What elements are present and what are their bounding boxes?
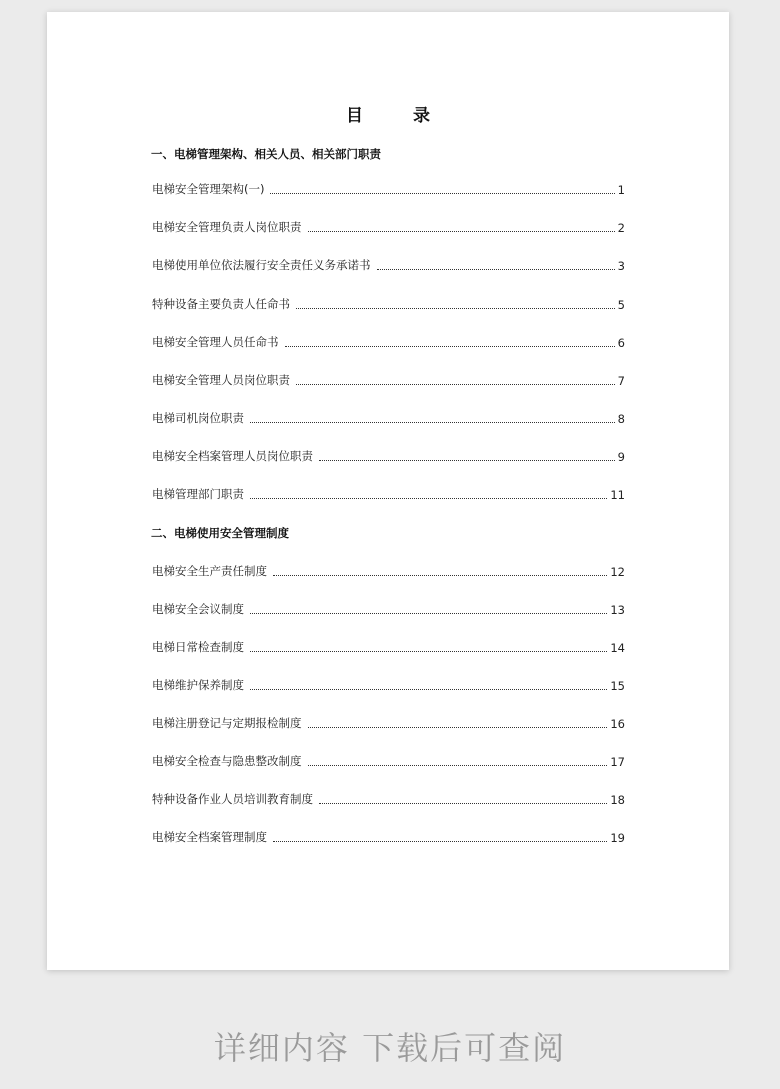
toc-entry[interactable] (152, 219, 625, 235)
toc-entry[interactable] (152, 181, 625, 197)
toc-entry-page: 8 (617, 412, 625, 426)
toc-entry-label: 电梯日常检查制度 (152, 640, 244, 654)
section-heading-1: 一、电梯管理架构、相关人员、相关部门职责 (151, 147, 381, 161)
toc-entry-page: 2 (617, 221, 625, 235)
toc-entry[interactable] (152, 372, 625, 388)
dot-leader (308, 230, 615, 232)
toc-entry-page: 11 (610, 488, 625, 502)
toc-entry-page: 14 (610, 641, 625, 655)
toc-entry-page: 9 (617, 450, 625, 464)
toc-entry[interactable] (152, 410, 625, 426)
dot-leader (250, 421, 615, 423)
dot-leader (270, 192, 614, 194)
toc-entry-label: 电梯安全管理负责人岗位职责 (152, 220, 302, 234)
toc-entry[interactable] (152, 563, 625, 579)
dot-leader (308, 726, 608, 728)
toc-entry[interactable] (152, 753, 625, 769)
toc-entry-page: 15 (610, 679, 625, 693)
toc-entry-label: 电梯安全档案管理人员岗位职责 (152, 449, 313, 463)
toc-entry[interactable] (152, 601, 625, 617)
toc-entry[interactable] (152, 448, 625, 464)
toc-entry-page: 3 (617, 259, 625, 273)
toc-entry[interactable] (152, 639, 625, 655)
toc-entry-page: 19 (610, 831, 625, 845)
toc-entry[interactable] (152, 829, 625, 845)
toc-entry[interactable] (152, 677, 625, 693)
toc-entry-label: 特种设备作业人员培训教育制度 (152, 792, 313, 806)
toc-entry[interactable] (152, 257, 625, 273)
toc-entry-page: 5 (617, 298, 625, 312)
toc-entry-label: 电梯注册登记与定期报检制度 (152, 716, 302, 730)
dot-leader (250, 612, 607, 614)
toc-entry-label: 特种设备主要负责人任命书 (152, 297, 290, 311)
toc-entry-label: 电梯安全管理人员任命书 (152, 335, 279, 349)
toc-entry[interactable] (152, 715, 625, 731)
toc-entry-page: 7 (617, 374, 625, 388)
toc-entry-page: 1 (617, 183, 625, 197)
dot-leader (296, 307, 615, 309)
toc-entry-label: 电梯司机岗位职责 (152, 411, 244, 425)
section-heading-2: 二、电梯使用安全管理制度 (151, 526, 289, 540)
dot-leader (308, 764, 608, 766)
toc-entry-label: 电梯安全会议制度 (152, 602, 244, 616)
toc-entry[interactable] (152, 334, 625, 350)
document-page (47, 12, 729, 970)
dot-leader (250, 650, 607, 652)
dot-leader (377, 268, 615, 270)
dot-leader (296, 383, 615, 385)
dot-leader (273, 840, 607, 842)
dot-leader (273, 574, 607, 576)
toc-entry-page: 12 (610, 565, 625, 579)
toc-entry[interactable] (152, 791, 625, 807)
toc-entry-page: 13 (610, 603, 625, 617)
toc-entry-label: 电梯安全生产责任制度 (152, 564, 267, 578)
toc-entry-page: 16 (610, 717, 625, 731)
download-hint: 详细内容 下载后可查阅 (213, 1029, 567, 1067)
toc-entry-page: 17 (610, 755, 625, 769)
toc-entry-page: 18 (610, 793, 625, 807)
toc-entry[interactable] (152, 486, 625, 502)
dot-leader (319, 459, 615, 461)
toc-entry-label: 电梯安全档案管理制度 (152, 830, 267, 844)
toc-entry-page: 6 (617, 336, 625, 350)
dot-leader (319, 802, 607, 804)
toc-entry[interactable] (152, 296, 625, 312)
toc-entry-label: 电梯管理部门职责 (152, 487, 244, 501)
toc-entry-label: 电梯维护保养制度 (152, 678, 244, 692)
dot-leader (250, 688, 607, 690)
dot-leader (250, 497, 607, 499)
toc-title: 目 录 (346, 106, 452, 126)
dot-leader (285, 345, 615, 347)
toc-entry-label: 电梯安全检查与隐患整改制度 (152, 754, 302, 768)
toc-entry-label: 电梯安全管理架构(一) (152, 182, 265, 196)
toc-entry-label: 电梯使用单位依法履行安全责任义务承诺书 (152, 258, 371, 272)
toc-entry-label: 电梯安全管理人员岗位职责 (152, 373, 290, 387)
